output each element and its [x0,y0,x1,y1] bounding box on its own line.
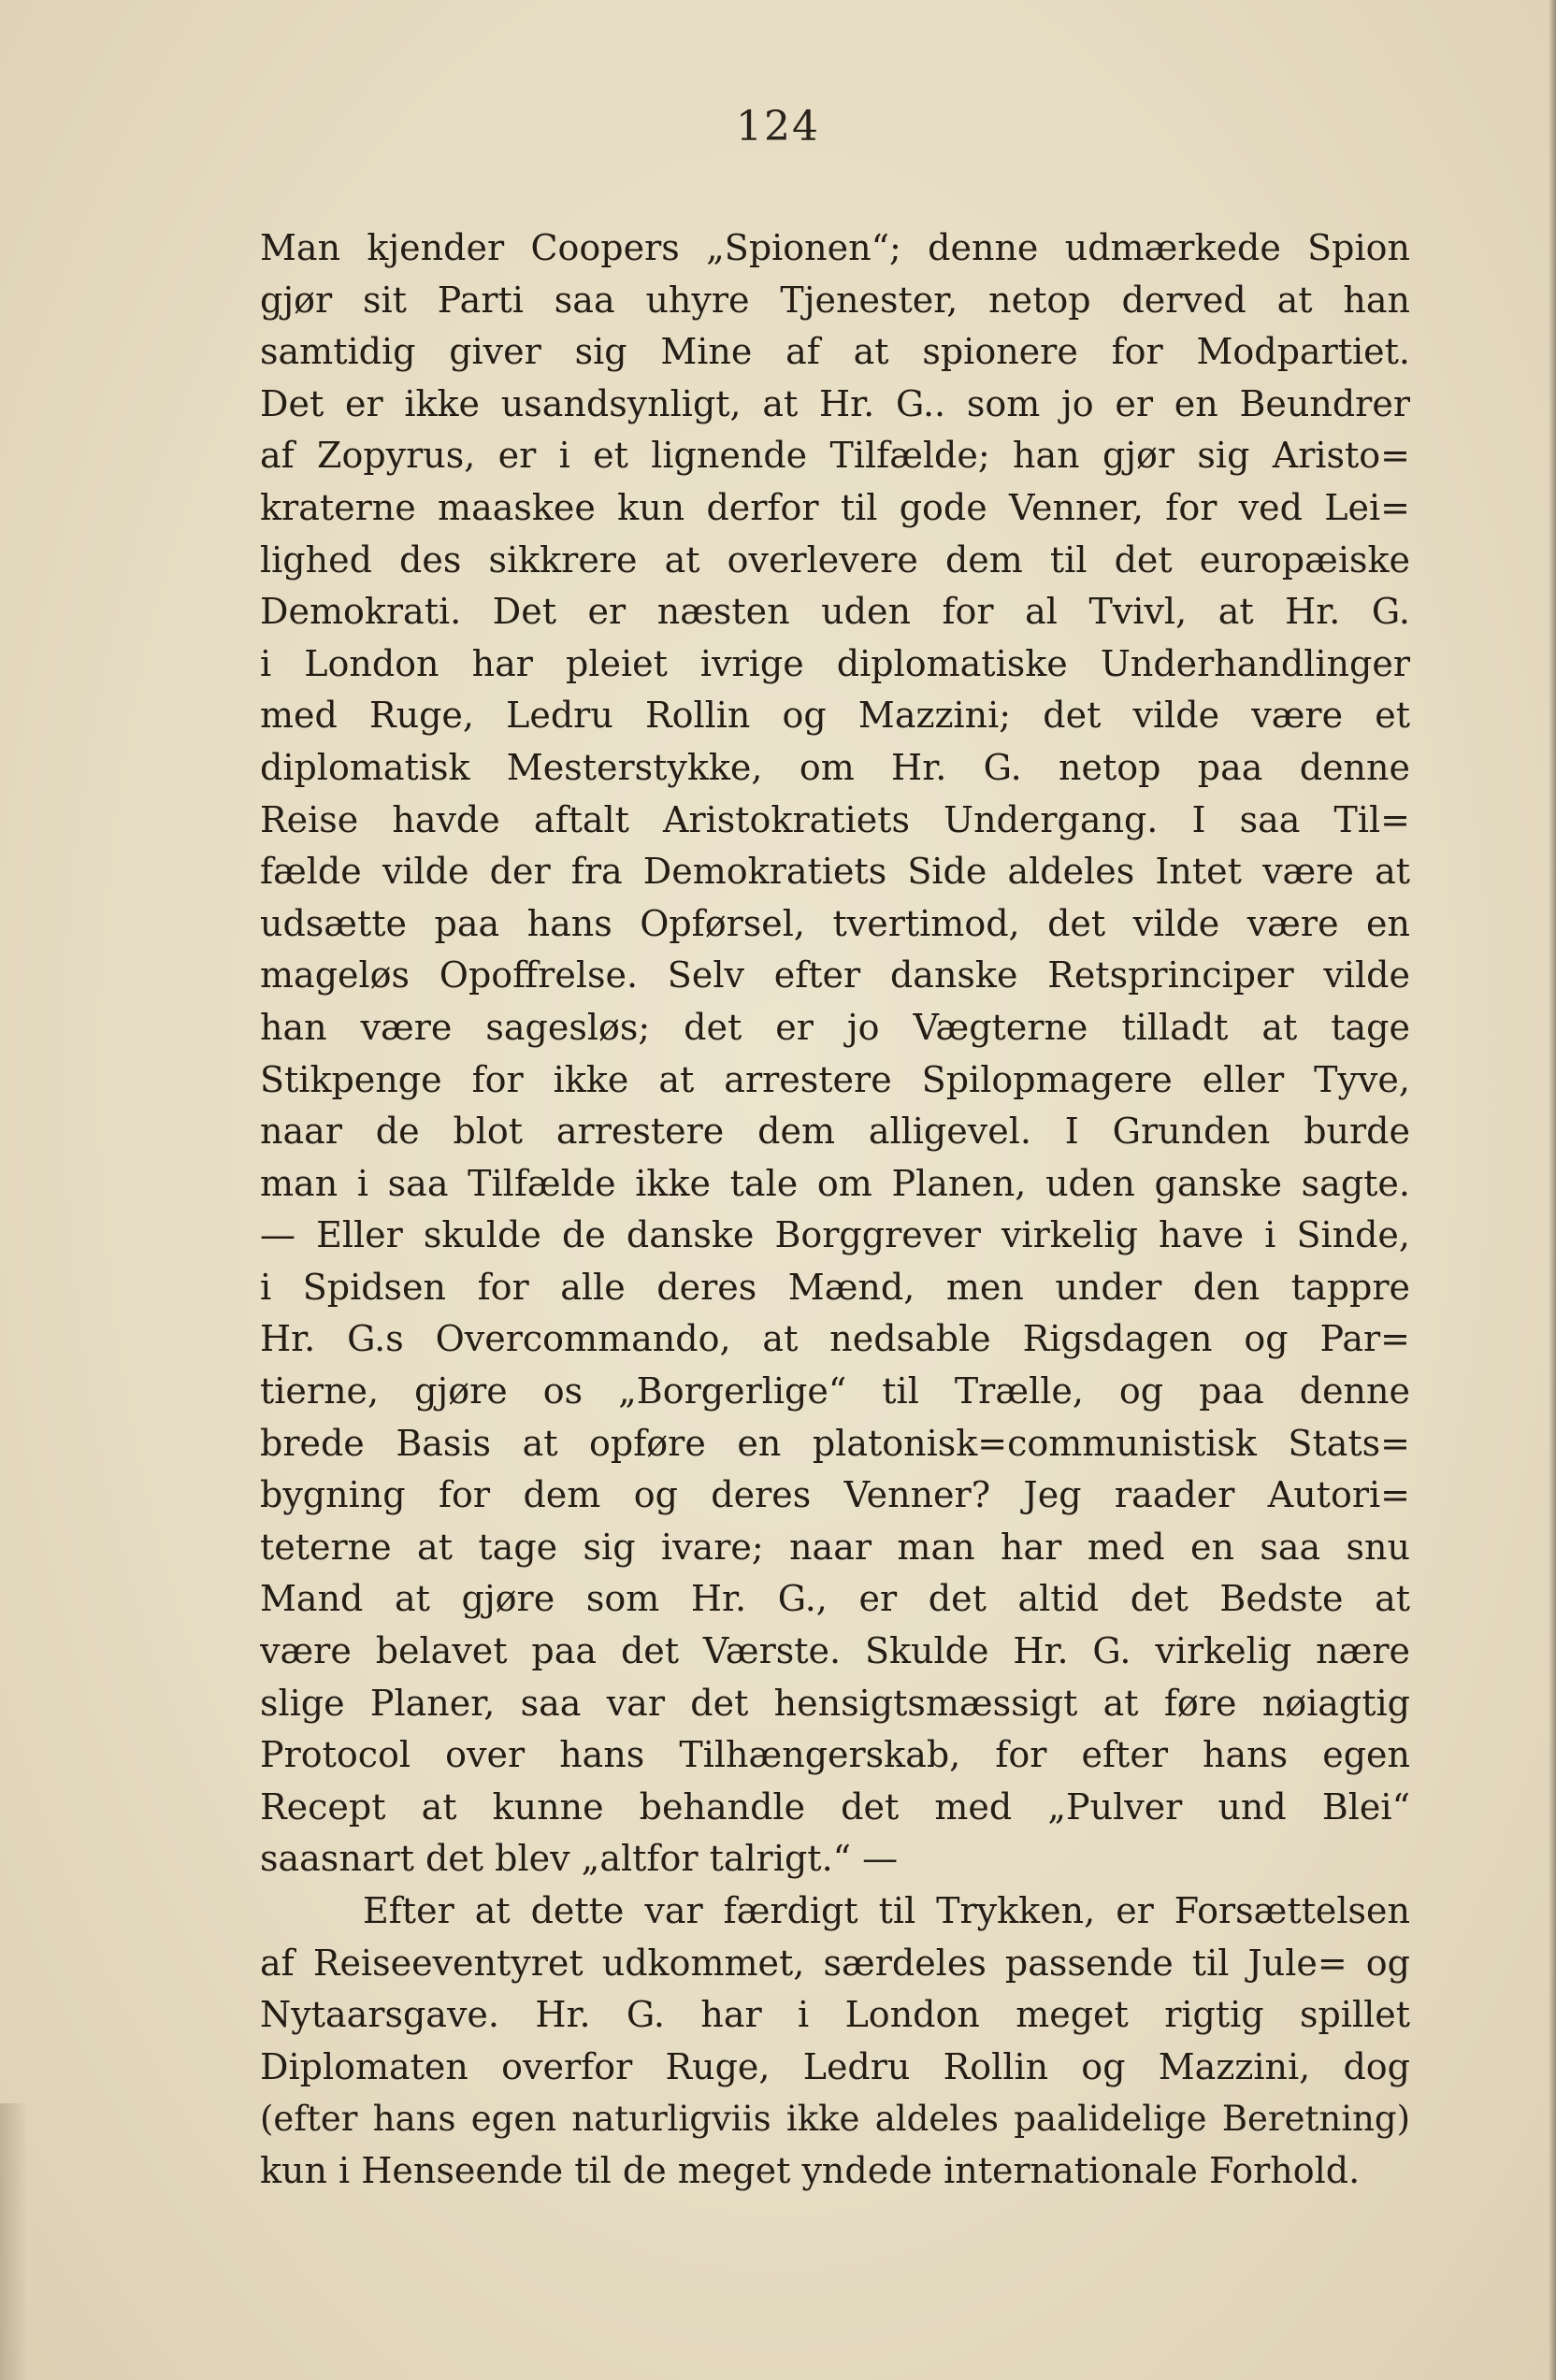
text-line: (efter hans egen naturligviis ikke aldeles paalidelige Beretning) [260,2099,1410,2140]
text-line: Protocol over hans Tilhængerskab, for efter hans egen [260,1734,1410,1776]
text-line: af Reiseeventyret udkommet, særdeles passende til Jule= og [260,1942,1410,1984]
text-line: mageløs Opoffrelse. Selv efter danske Retsprinciper vilde [260,954,1410,996]
page-number: 124 [736,103,820,151]
text-line: samtidig giver sig Mine af at spionere for Modpartiet. [260,331,1410,373]
text-line: — Eller skulde de danske Borggrever virkelig have i Sinde, [260,1214,1410,1256]
text-line: med Ruge, Ledru Rollin og Mazzini; det vilde være et [260,695,1410,737]
text-line: lighed des sikkrere at overlevere dem til det europæiske [260,538,1410,581]
text-line: Stikpenge for ikke at arrestere Spilopmagere eller Tyve, [260,1058,1410,1100]
text-line: gjør sit Parti saa uhyre Tjenester, netop derved at han [260,279,1410,321]
text-line: Det er ikke usandsynligt, at Hr. G.. som jo er en Beundrer [260,382,1410,424]
text-line: teterne at tage sig ivare; naar man har med en saa snu [260,1526,1410,1568]
text-line: diplomatisk Mesterstykke, om Hr. G. netop paa denne [260,746,1410,788]
text-line: Demokrati. Det er næsten uden for al Tvivl, at Hr. G. [260,591,1410,633]
text-line: Hr. G.s Overcommando, at nedsable Rigsdagen og Par= [260,1318,1410,1360]
body-text [260,222,1410,2198]
text-line: brede Basis at opføre en platonisk=communistisk Stats= [260,1422,1410,1464]
text-line: naar de blot arrestere dem alligevel. I Grunden burde [260,1111,1410,1153]
text-line: Man kjender Coopers „Spionen“; denne udmærkede Spion [260,227,1410,268]
text-line: Reise havde aftalt Aristokratiets Undergang. I saa Til= [260,798,1410,840]
text-line: han være sagesløs; det er jo Vægterne tilladt at tage [260,1006,1410,1048]
text-line: Recept at kunne behandle det med „Pulver und Blei“ [260,1785,1410,1828]
text-line: i Spidsen for alle deres Mænd, men under den tappre [260,1266,1410,1308]
text-line: Diplomaten overfor Ruge, Ledru Rollin og Mazzini, dog [260,2045,1410,2087]
text-line: være belavet paa det Værste. Skulde Hr. G. virkelig nære [260,1630,1410,1672]
text-line: Nytaarsgave. Hr. G. har i London meget rigtig spillet [260,1994,1410,2036]
text-line: af Zopyrus, er i et lignende Tilfælde; han gjør sig Aristo= [260,435,1410,477]
text-line: fælde vilde der fra Demokratiets Side aldeles Intet være at [260,851,1410,893]
text-line: kraterne maaskee kun derfor til gode Venner, for ved Lei= [260,486,1410,528]
text-line: udsætte paa hans Opførsel, tvertimod, det vilde være en [260,902,1410,944]
text-line: bygning for dem og deres Venner? Jeg raader Autori= [260,1474,1410,1516]
text-line: Mand at gjøre som Hr. G., er det altid det Bedste at [260,1578,1410,1620]
text-line: tierne, gjøre os „Borgerlige“ til Trælle, og paa denne [260,1370,1410,1412]
text-line: man i saa Tilfælde ikke tale om Planen, uden ganske sagte. [260,1162,1410,1204]
text-line: slige Planer, saa var det hensigtsmæssigt at føre nøiagtig [260,1682,1410,1724]
text-line: i London har pleiet ivrige diplomatiske Underhandlinger [260,642,1410,684]
page-stain [0,2103,28,2380]
text-line: saasnart det blev „altfor talrigt.“ — [260,1838,899,1880]
text-line: kun i Henseende til de meget yndede internationale Forhold. [260,2149,1361,2191]
text-line: Efter at dette var færdigt til Trykken, er Forsættelsen [363,1890,1410,1931]
page-edge-shadow [1549,0,1556,2380]
